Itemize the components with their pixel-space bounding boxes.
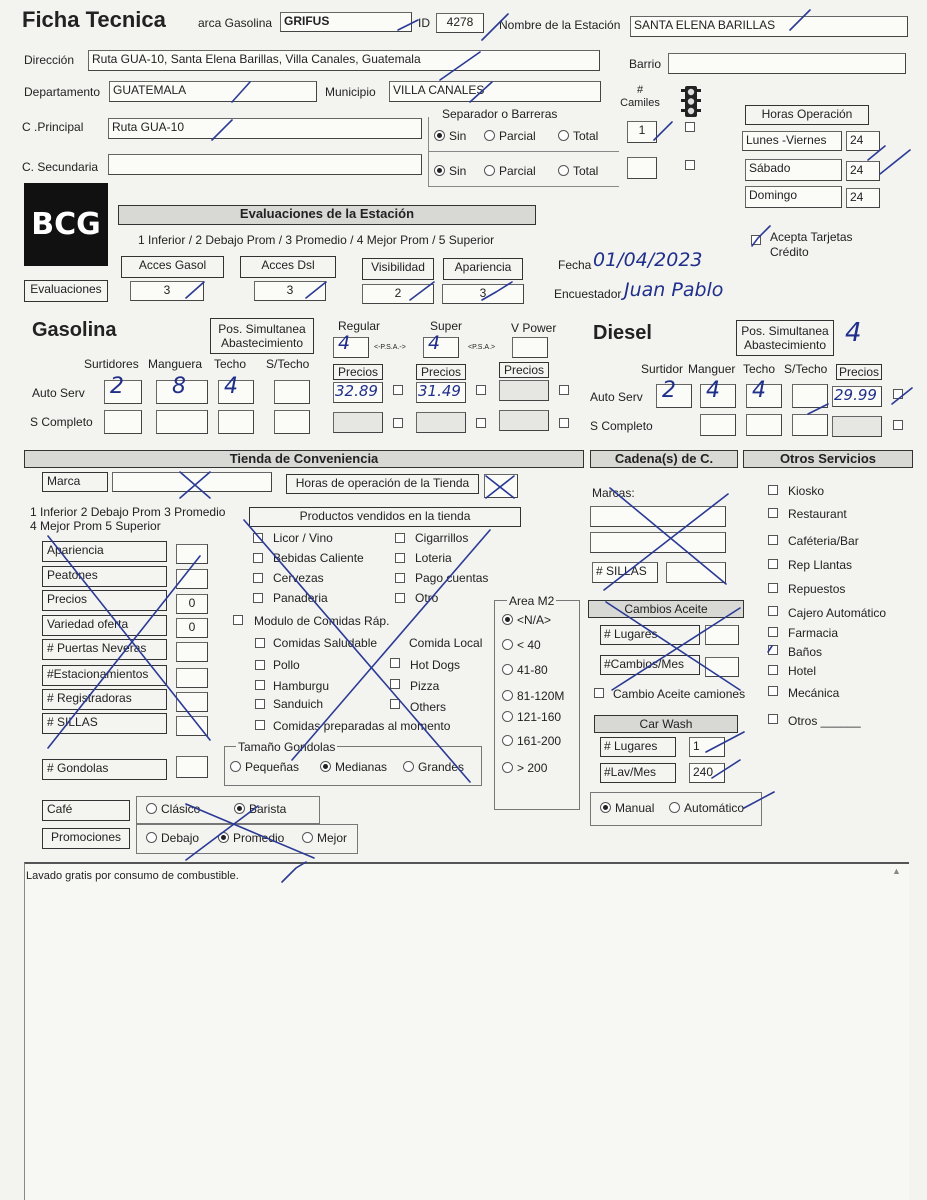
municipio-label: Municipio [325, 85, 376, 99]
notes-text: Lavado gratis por consumo de combustible. [26, 870, 239, 882]
precio-vpower-field[interactable] [499, 380, 549, 401]
d-sc-precio-check[interactable] [893, 420, 903, 430]
svc-hotel: Hotel [788, 664, 817, 678]
tienda-apariencia: Apariencia [42, 541, 167, 562]
domingo-label: Domingo [745, 186, 842, 208]
svc-kiosko-check[interactable] [768, 485, 778, 495]
camiones-check[interactable] [594, 688, 604, 698]
cw-automatico[interactable]: Automático [669, 801, 744, 815]
svc-cafeteria-check[interactable] [768, 535, 778, 545]
camiles-field-1[interactable]: 1 [627, 121, 657, 143]
departamento-field[interactable]: GUATEMALA [109, 81, 317, 102]
d-precio-value: 29.99 [834, 386, 877, 404]
area-81-120[interactable]: 81-120M [502, 689, 564, 703]
stecho-label: S/Techo [266, 357, 310, 371]
sc-precio-2[interactable] [416, 412, 466, 433]
acepta-tarjetas-label: Acepta Tarjetas Crédito [770, 230, 853, 259]
fecha-label: Fecha [558, 258, 592, 272]
tienda-scale-1: 1 Inferior 2 Debajo Prom 3 Promedio [30, 505, 226, 519]
tienda-scale-2: 4 Mejor Prom 5 Superior [30, 519, 161, 533]
hamburgu-check[interactable] [255, 680, 265, 690]
svc-banos: Baños [788, 645, 823, 659]
svc-kiosko: Kiosko [788, 484, 825, 498]
svc-otros: Otros ______ [788, 714, 861, 728]
cw-lav-mes-field[interactable]: 240 [689, 763, 725, 783]
svc-otros-check[interactable] [768, 714, 778, 724]
svc-farmacia-check[interactable] [768, 627, 778, 637]
prod-pago-check[interactable] [395, 573, 405, 583]
tienda-puertas: # Puertas Neveras [42, 639, 167, 660]
promociones-label: Promociones [42, 828, 130, 849]
comidas-saludable: Comidas Saludable [273, 636, 378, 650]
prod-otro-check[interactable] [395, 593, 405, 603]
tienda-puertas-field[interactable] [176, 642, 208, 662]
d-sc-stecho-field[interactable] [792, 414, 828, 436]
camiones-label: Cambio Aceite camiones [613, 687, 746, 701]
area-41-80[interactable]: 41-80 [502, 663, 548, 677]
modulo-comidas: Modulo de Comidas Ráp. [254, 614, 390, 628]
area-lt40[interactable]: < 40 [502, 638, 541, 652]
area-group [494, 600, 580, 810]
gasolina-title: Gasolina [32, 319, 117, 341]
cambios-aceite-title: Cambios Aceite [588, 600, 744, 618]
techo-label: Techo [214, 357, 247, 371]
encuestador-label: Encuestador [554, 287, 622, 301]
acces-gasol-field[interactable]: 3 [130, 281, 204, 301]
evaluaciones-title: Evaluaciones de la Estación [118, 205, 536, 225]
tienda-estacionamientos: #Estacionamientos [42, 665, 167, 686]
prod-cigarrillos: Cigarrillos [415, 531, 469, 545]
vpower-pos-field[interactable] [512, 337, 548, 358]
sc-precio-1[interactable] [333, 412, 383, 433]
tienda-registradoras-field[interactable] [176, 692, 208, 712]
regular-label: Regular [338, 319, 381, 333]
id-field[interactable]: 4278 [436, 13, 484, 33]
marca-gasolina-label: arca Gasolina [198, 16, 273, 30]
tamano-gondolas-label: Tamaño Gondolas [238, 740, 336, 754]
svc-restaurant: Restaurant [788, 507, 847, 521]
cw-lugares-field[interactable]: 1 [689, 737, 725, 757]
surtidores-label: Surtidores [84, 357, 139, 371]
tienda-marca-label: Marca [42, 472, 108, 492]
tienda-marca-field[interactable] [112, 472, 272, 492]
svc-hotel-check[interactable] [768, 665, 778, 675]
hamburgu: Hamburgu [273, 679, 330, 693]
gondola-pequenas[interactable]: Pequeñas [230, 760, 299, 774]
tienda-sillas-field[interactable] [176, 716, 208, 736]
diesel-title: Diesel [593, 322, 652, 344]
tienda-title: Tienda de Conveniencia [24, 450, 584, 468]
pizza: Pizza [410, 679, 440, 693]
municipio-field[interactable]: VILLA CANALES [389, 81, 601, 102]
manguera-label: Manguera [148, 357, 203, 371]
sep1-total[interactable]: Total [558, 129, 598, 143]
d-sc-techo-field[interactable] [746, 414, 782, 436]
svc-farmacia: Farmacia [788, 626, 839, 640]
d-as-techo-value: 4 [752, 378, 766, 403]
prod-cervezas-check[interactable] [253, 573, 263, 583]
tienda-horas-label: Horas de operación de la Tienda [286, 474, 479, 494]
d-s-completo-label: S Completo [590, 419, 653, 433]
precio-super-value: 31.49 [418, 382, 461, 400]
comidas-preparadas: Comidas preparadas al momento [273, 719, 451, 733]
marca-gasolina-field[interactable]: GRIFUS [280, 12, 412, 32]
camiles-check-2[interactable] [685, 160, 695, 170]
area-label: Area M2 [509, 594, 555, 608]
s-completo-label: S Completo [30, 415, 93, 429]
pollo: Pollo [273, 658, 300, 672]
sep1-parcial[interactable]: Parcial [484, 129, 536, 143]
apariencia-field[interactable]: 3 [442, 284, 524, 304]
sc-techo-field[interactable] [218, 410, 254, 434]
gondola-grandes[interactable]: Grandes [403, 760, 464, 774]
as-surtidores-value: 2 [110, 374, 124, 399]
ca-cambios-mes-field[interactable] [705, 657, 739, 677]
as-stecho-field[interactable] [274, 380, 310, 404]
cafe-barista[interactable]: Barista [234, 802, 286, 816]
precios-label-3: Precios [499, 362, 549, 378]
tienda-peatones: Peatones [42, 566, 167, 587]
bcg-logo: BCG [24, 183, 108, 266]
area-gt200[interactable]: > 200 [502, 761, 547, 775]
acces-dsl-label: Acces Dsl [240, 256, 336, 278]
pizza-check[interactable] [390, 679, 400, 689]
scroll-up-icon[interactable]: ▲ [892, 866, 901, 876]
prod-loteria-check[interactable] [395, 553, 405, 563]
tienda-precios: Precios [42, 590, 167, 611]
sc-precio-2-check[interactable] [476, 418, 486, 428]
pollo-check[interactable] [255, 660, 265, 670]
sabado-label: Sábado [745, 159, 842, 181]
d-as-stecho-field[interactable] [792, 384, 828, 408]
vpower-label: V Power [511, 321, 557, 335]
super-pos-value: 4 [428, 332, 441, 354]
separador-label: Separador o Barreras [442, 107, 558, 121]
super-label: Super [430, 319, 463, 333]
precio-super-check[interactable] [476, 385, 486, 395]
encuestador-field[interactable]: Juan Pablo [624, 279, 724, 301]
sanduich-check[interactable] [255, 699, 265, 709]
d-precio-check[interactable] [893, 389, 903, 399]
svc-cajero: Cajero Automático [788, 606, 887, 620]
sc-stecho-field[interactable] [274, 410, 310, 434]
sc-manguera-field[interactable] [156, 410, 208, 434]
svc-mecanica-check[interactable] [768, 686, 778, 696]
prod-licor-check[interactable] [253, 533, 263, 543]
tienda-sillas: # SILLAS [42, 713, 167, 734]
cprincipal-label: C .Principal [22, 120, 84, 134]
page-title: Ficha Tecnica [22, 7, 166, 32]
prod-bebidas: Bebidas Caliente [273, 551, 364, 565]
sc-precio-1-check[interactable] [393, 418, 403, 428]
cadena-marca-field-2[interactable] [590, 532, 726, 553]
id-label: ID [418, 16, 430, 30]
camiles-label: # Camiles [620, 84, 660, 109]
otros-servicios-title: Otros Servicios [743, 450, 913, 468]
ca-cambios-mes-label: #Cambios/Mes [600, 655, 700, 675]
area-161-200[interactable]: 161-200 [502, 734, 561, 748]
psa-label-2: <P.S.A.> [468, 344, 496, 351]
svc-rep-llantas: Rep Llantas [788, 558, 853, 572]
apariencia-label: Apariencia [443, 258, 523, 280]
d-techo-label: Techo [743, 362, 776, 376]
traffic-light-icon [680, 86, 702, 118]
evaluaciones-button[interactable]: Evaluaciones [24, 280, 108, 302]
as-manguera-value: 8 [172, 374, 186, 399]
precio-regular-value: 32.89 [335, 382, 378, 400]
domingo-field[interactable]: 24 [846, 188, 880, 208]
d-precios-label: Precios [836, 364, 882, 380]
promo-debajo[interactable]: Debajo [146, 831, 199, 845]
prod-licor: Licor / Vino [273, 531, 333, 545]
notes-area[interactable] [24, 862, 909, 1200]
sc-precio-3-check[interactable] [559, 418, 569, 428]
estacion-label: Nombre de la Estación [499, 18, 621, 32]
prod-bebidas-check[interactable] [253, 553, 263, 563]
modulo-comidas-check[interactable] [233, 615, 243, 625]
tienda-registradoras: # Registradoras [42, 689, 167, 710]
evaluaciones-scale: 1 Inferior / 2 Debajo Prom / 3 Promedio / 4 Mejor Prom / 5 Superior [138, 233, 495, 247]
svc-cajero-check[interactable] [768, 606, 778, 616]
cadena-title: Cadena(s) de C. [590, 450, 738, 468]
cadena-marcas-label: Marcas: [592, 486, 635, 500]
area-121-160[interactable]: 121-160 [502, 710, 561, 724]
csecundaria-field[interactable] [108, 154, 422, 175]
camiles-field-2[interactable] [627, 157, 657, 179]
cprincipal-field[interactable]: Ruta GUA-10 [108, 118, 422, 139]
prod-otro: Otro [415, 591, 439, 605]
svc-restaurant-check[interactable] [768, 508, 778, 518]
barrio-label: Barrio [629, 57, 662, 71]
precio-regular-check[interactable] [393, 385, 403, 395]
promo-promedio[interactable]: Promedio [218, 831, 284, 845]
comidas-preparadas-check[interactable] [255, 720, 265, 730]
ca-lugares-label: # Lugares [600, 625, 700, 645]
d-auto-serv-label: Auto Serv [590, 390, 643, 404]
cadena-marca-field-1[interactable] [590, 506, 726, 527]
estacion-field[interactable]: SANTA ELENA BARILLAS [630, 16, 908, 37]
acepta-tarjetas-check[interactable] [751, 235, 761, 245]
acces-gasol-label: Acces Gasol [121, 256, 224, 278]
carwash-title: Car Wash [594, 715, 738, 733]
svc-banos-check[interactable] [768, 645, 778, 655]
prod-cervezas: Cervezas [273, 571, 324, 585]
d-as-manguer-value: 4 [706, 378, 720, 403]
svc-repuestos-check[interactable] [768, 583, 778, 593]
lunes-viernes-field[interactable]: 24 [846, 131, 880, 151]
hot-dogs-check[interactable] [390, 658, 400, 668]
tienda-horas-field[interactable] [484, 474, 518, 498]
prod-panaderia-check[interactable] [253, 593, 263, 603]
regular-pos-value: 4 [338, 332, 351, 354]
others-check[interactable] [390, 699, 400, 709]
comida-local: Comida Local [409, 636, 483, 650]
fecha-field[interactable]: 01/04/2023 [593, 249, 703, 271]
sc-precio-3[interactable] [499, 410, 549, 431]
psa-label-1: <-P.S.A.-> [374, 344, 406, 351]
acces-dsl-field[interactable]: 3 [254, 281, 326, 301]
precios-label-2: Precios [416, 364, 466, 380]
d-manguer-label: Manguer [688, 362, 736, 376]
d-sc-precio-field[interactable] [832, 416, 882, 437]
diesel-pos-simultanea: Pos. Simultanea Abastecimiento [736, 320, 834, 356]
svc-mecanica: Mecánica [788, 686, 840, 700]
svc-rep-llantas-check[interactable] [768, 559, 778, 569]
csecundaria-label: C. Secundaria [22, 160, 99, 174]
svc-cafeteria: Caféteria/Bar [788, 534, 859, 548]
gondola-medianas[interactable]: Medianas [320, 760, 387, 774]
comidas-saludable-check[interactable] [255, 638, 265, 648]
sep2-total[interactable]: Total [558, 164, 598, 178]
promo-mejor[interactable]: Mejor [302, 831, 347, 845]
tienda-variedad: Variedad oferta [42, 615, 167, 636]
sep2-parcial[interactable]: Parcial [484, 164, 536, 178]
ca-lugares-field[interactable] [705, 625, 739, 645]
sanduich: Sanduich [273, 697, 324, 711]
cafe-label: Café [42, 800, 130, 821]
d-surtidor-label: Surtidor [641, 362, 684, 376]
cadena-sillas-field[interactable] [666, 562, 726, 583]
tienda-peatones-field[interactable] [176, 569, 208, 589]
tienda-gondolas: # Gondolas [42, 759, 167, 780]
tienda-precios-field[interactable]: 0 [176, 594, 208, 614]
tienda-estacionamientos-field[interactable] [176, 668, 208, 688]
hot-dogs: Hot Dogs [410, 658, 461, 672]
prod-panaderia: Panaderia [273, 591, 328, 605]
as-techo-value: 4 [224, 374, 238, 399]
direccion-label: Dirección [24, 53, 75, 67]
horas-operacion-title: Horas Operación [745, 105, 869, 125]
sep1-sin[interactable]: Sin [434, 129, 466, 143]
d-stecho-label: S/Techo [784, 362, 828, 376]
cw-lugares-label: # Lugares [600, 737, 676, 757]
lunes-viernes-label: Lunes -Viernes [742, 131, 842, 151]
tienda-variedad-field[interactable]: 0 [176, 618, 208, 638]
precios-label-1: Precios [333, 364, 383, 380]
diesel-pos-value[interactable]: 4 [845, 318, 862, 348]
visibilidad-field[interactable]: 2 [362, 284, 434, 304]
prod-pago: Pago cuentas [415, 571, 489, 585]
cw-manual[interactable]: Manual [600, 801, 654, 815]
d-sc-manguer-field[interactable] [700, 414, 736, 436]
gasolina-pos-simultanea: Pos. Simultanea Abastecimiento [210, 318, 314, 354]
precio-vpower-check[interactable] [559, 385, 569, 395]
visibilidad-label: Visibilidad [362, 258, 434, 280]
tienda-apariencia-field[interactable] [176, 544, 208, 564]
barrio-field[interactable] [668, 53, 906, 74]
productos-title: Productos vendidos en la tienda [249, 507, 521, 527]
cadena-sillas-label: # SILLAS [592, 562, 658, 583]
direccion-field[interactable]: Ruta GUA-10, Santa Elena Barillas, Villa Canales, Guatemala [88, 50, 600, 71]
svc-repuestos: Repuestos [788, 582, 846, 596]
auto-serv-label: Auto Serv [32, 386, 85, 400]
tienda-gondolas-field[interactable] [176, 756, 208, 778]
sc-surtidores-field[interactable] [104, 410, 142, 434]
prod-cigarrillos-check[interactable] [395, 533, 405, 543]
prod-loteria: Loteria [415, 551, 452, 565]
sabado-field[interactable]: 24 [846, 161, 880, 181]
departamento-label: Departamento [24, 85, 101, 99]
sep2-sin[interactable]: Sin [434, 164, 466, 178]
camiles-check-1[interactable] [685, 122, 695, 132]
cafe-clasico[interactable]: Clásico [146, 802, 200, 816]
area-na[interactable]: <N/A> [502, 613, 551, 627]
cw-lav-mes-label: #Lav/Mes [600, 763, 676, 783]
d-as-surtidor-value: 2 [662, 378, 676, 403]
others: Others [410, 700, 447, 714]
